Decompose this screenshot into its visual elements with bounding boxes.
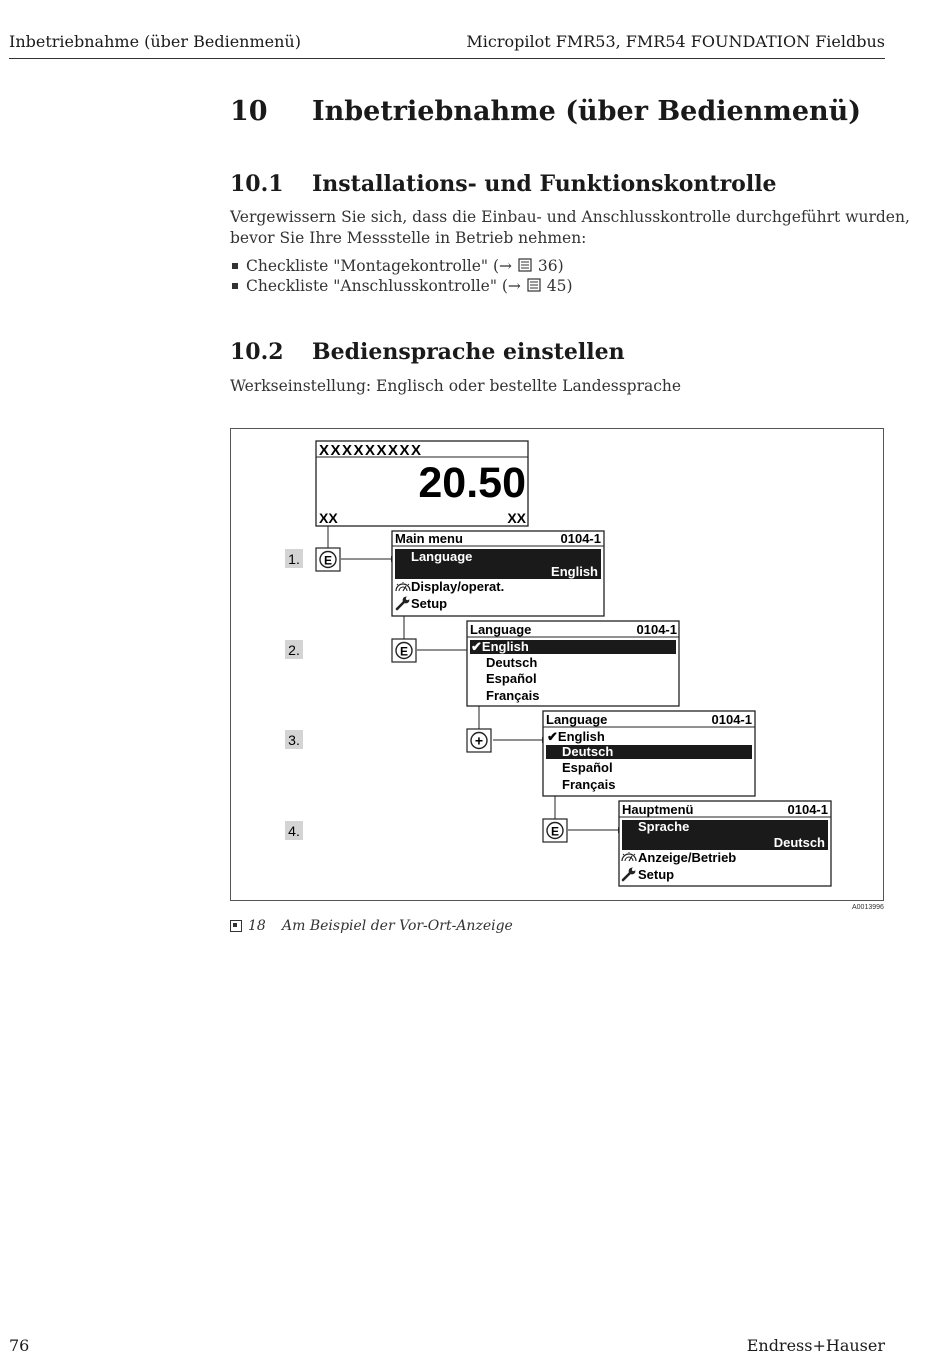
section-heading-10-1 <box>230 171 777 197</box>
bullet-item-montagekontrolle <box>230 257 564 275</box>
local-display <box>316 441 528 526</box>
figure-code: A0013996 <box>852 904 884 911</box>
menu-item-sprache-value: Deutsch <box>773 835 825 850</box>
section-intro <box>230 207 910 249</box>
menu-title: Language <box>546 712 608 727</box>
step-label-2 <box>285 640 303 659</box>
step-label-1 <box>285 549 303 568</box>
menu-item-language-value: English <box>551 564 598 579</box>
menu-item-display: Display/operat. <box>411 579 505 594</box>
operation-diagram <box>231 429 883 900</box>
chapter-number: 10 <box>230 96 268 127</box>
menu-language-2 <box>543 711 755 796</box>
figure-caption-text: Am Beispiel der Vor-Ort-Anzeige <box>282 918 513 934</box>
menu-haupt <box>619 801 831 886</box>
display-header-text: XXXXXXXXX <box>319 442 423 459</box>
display-value: 20.50 <box>418 459 526 507</box>
key-plus-step3[interactable] <box>467 729 491 752</box>
menu-language-1 <box>467 621 679 706</box>
option-espanol: Español <box>562 760 613 775</box>
menu-item-sprache: Sprache <box>638 819 690 834</box>
bullet-close: ) <box>557 257 564 275</box>
section-number: 10.1 <box>230 171 284 197</box>
menu-item-setup: Setup <box>411 596 448 611</box>
intro-line-1: Vergewissern Sie sich, dass die Einbau- und Anschlusskontrolle durchgeführt wurden, <box>230 208 910 226</box>
svg-text:E: E <box>550 824 560 839</box>
section-title: Installations- und Funktionskontrolle <box>312 171 777 197</box>
menu-code: 0104-1 <box>560 531 601 546</box>
option-espanol: Español <box>486 671 537 686</box>
running-header-left: Inbetriebnahme (über Bedienmenü) <box>9 32 301 51</box>
menu-title: Main menu <box>395 531 463 546</box>
menu-item-anzeige: Anzeige/Betrieb <box>638 850 737 865</box>
bullet-square <box>232 263 238 269</box>
bullet-text: Checkliste "Anschlusskontrolle" (→ <box>246 277 526 295</box>
section-text: Werkseinstellung: Englisch oder bestellte Landessprache <box>230 377 682 395</box>
svg-text:4.: 4. <box>288 823 300 839</box>
menu-main <box>392 531 604 616</box>
key-enter-step4[interactable] <box>543 819 567 842</box>
menu-title: Hauptmenü <box>622 802 694 817</box>
bullet-item-anschlusskontrolle <box>230 277 573 295</box>
intro-line-2: bevor Sie Ihre Messstelle in Betrieb nehmen: <box>230 229 587 247</box>
key-enter-step2[interactable] <box>392 639 416 662</box>
option-francais: Français <box>486 688 540 703</box>
page-link-36[interactable]: 36 <box>537 257 558 275</box>
page-reference-icon <box>517 257 538 275</box>
option-francais: Français <box>562 777 616 792</box>
svg-text:3.: 3. <box>288 732 300 748</box>
bullet-square <box>232 283 238 289</box>
key-enter-step1[interactable] <box>316 548 340 571</box>
menu-code: 0104-1 <box>636 622 677 637</box>
figure-frame <box>230 428 884 901</box>
section-number: 10.2 <box>230 339 284 365</box>
svg-text:E: E <box>399 644 409 659</box>
step-label-4 <box>285 821 303 840</box>
step-label-3 <box>285 730 303 749</box>
menu-title: Language <box>470 622 532 637</box>
svg-text:2.: 2. <box>288 642 300 658</box>
running-header-right: Micropilot FMR53, FMR54 FOUNDATION Fieldbus <box>466 32 885 51</box>
menu-item-setup: Setup <box>638 867 675 882</box>
option-deutsch: Deutsch <box>486 655 538 670</box>
menu-item-language: Language <box>411 549 473 564</box>
option-deutsch: Deutsch <box>562 744 614 759</box>
bullet-close: ) <box>566 277 573 295</box>
header-rule <box>9 58 885 59</box>
menu-code: 0104-1 <box>711 712 752 727</box>
svg-text:1.: 1. <box>288 551 300 567</box>
option-english: ✔English <box>471 639 529 654</box>
section-heading-10-2 <box>230 339 625 365</box>
display-unit-right: XX <box>507 510 526 526</box>
section-title: Bediensprache einstellen <box>312 339 625 365</box>
chapter-title: Inbetriebnahme (über Bedienmenü) <box>312 96 862 127</box>
chapter-heading <box>230 96 861 127</box>
figure-icon <box>230 920 242 932</box>
display-unit-left: XX <box>319 510 338 526</box>
brand-name: Endress+Hauser <box>746 1336 885 1355</box>
page-link-45[interactable]: 45 <box>546 277 567 295</box>
figure-caption <box>230 918 513 934</box>
option-english: ✔English <box>547 729 605 744</box>
page-number: 76 <box>9 1336 30 1355</box>
figure-number: 18 <box>248 918 266 934</box>
menu-code: 0104-1 <box>787 802 828 817</box>
svg-text:+: + <box>474 732 484 749</box>
bullet-text: Checkliste "Montagekontrolle" (→ <box>246 257 517 275</box>
svg-text:E: E <box>323 553 333 568</box>
page-reference-icon <box>526 277 547 295</box>
